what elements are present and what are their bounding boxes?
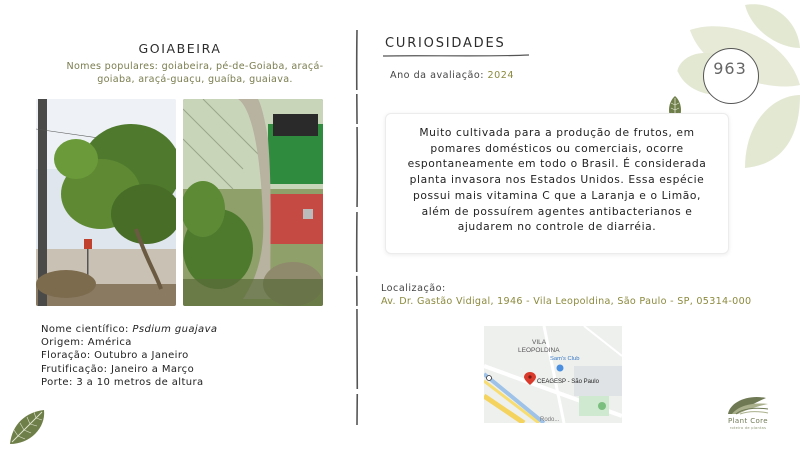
year-value: 2024 (487, 70, 514, 81)
origin-row: Origem: América (41, 337, 132, 349)
plant-title: GOIABEIRA (138, 41, 222, 56)
heading-underline (383, 53, 529, 59)
plant-facts (41, 323, 217, 389)
map-place-sams: Sam's Club (550, 356, 580, 362)
size-row: Porte: 3 a 10 metros de altura (41, 376, 204, 388)
curiosities-text: Muito cultivada para a produção de frutos, em pomares domésticos ou comerciais, ocorre espontaneamente em todo o Brasil. É considerada planta invasora nos Estados Unidos. Essa espécie possui mais vitamina C que a Laranja e o Limão, além de possuírem agentes antibacterianos e ajudarem no controle de diarréia. (407, 126, 707, 234)
brand-logo-icon (718, 392, 778, 416)
map-district-line2: LEOPOLDINA (518, 347, 560, 354)
leaf-icon-bottom (8, 408, 48, 446)
evaluation-year (390, 70, 514, 81)
brand-name: Plant Core (727, 417, 769, 425)
map-street-partial: Rodo... (540, 417, 560, 423)
brand-tagline: roteiro de plantas (729, 426, 767, 430)
plant-photo-tree (36, 99, 176, 306)
location-label: Localização: (381, 283, 446, 294)
year-label: Ano da avaliação: (390, 70, 484, 81)
popular-names: Nomes populares: goiabeira, pé-de-Goiaba, araçá-goiaba, araçá-guaçu, guaíba, guaiava. (66, 61, 324, 85)
fruiting-row: Frutificação: Janeiro a Março (41, 363, 195, 375)
map-place-ceagesp: CEAGESP - São Paulo (537, 379, 599, 385)
location-address: Av. Dr. Gastão Vidigal, 1946 - Vila Leopoldina, São Paulo - SP, 05314-000 (381, 296, 752, 307)
plant-photo-trunk (183, 99, 323, 306)
scientific-name-value: Psdium guajava (132, 324, 218, 335)
scientific-name-label: Nome científico: (41, 324, 129, 335)
curiosities-heading: CURIOSIDADES (385, 36, 506, 51)
curiosities-card (385, 113, 729, 254)
location-map[interactable] (484, 326, 622, 423)
flowering-row: Floração: Outubro a Janeiro (41, 350, 189, 362)
badge-number: 963 (713, 59, 747, 78)
vertical-divider (352, 30, 362, 425)
map-district-line1: VILA (532, 339, 547, 346)
scientific-name-row (41, 323, 217, 336)
